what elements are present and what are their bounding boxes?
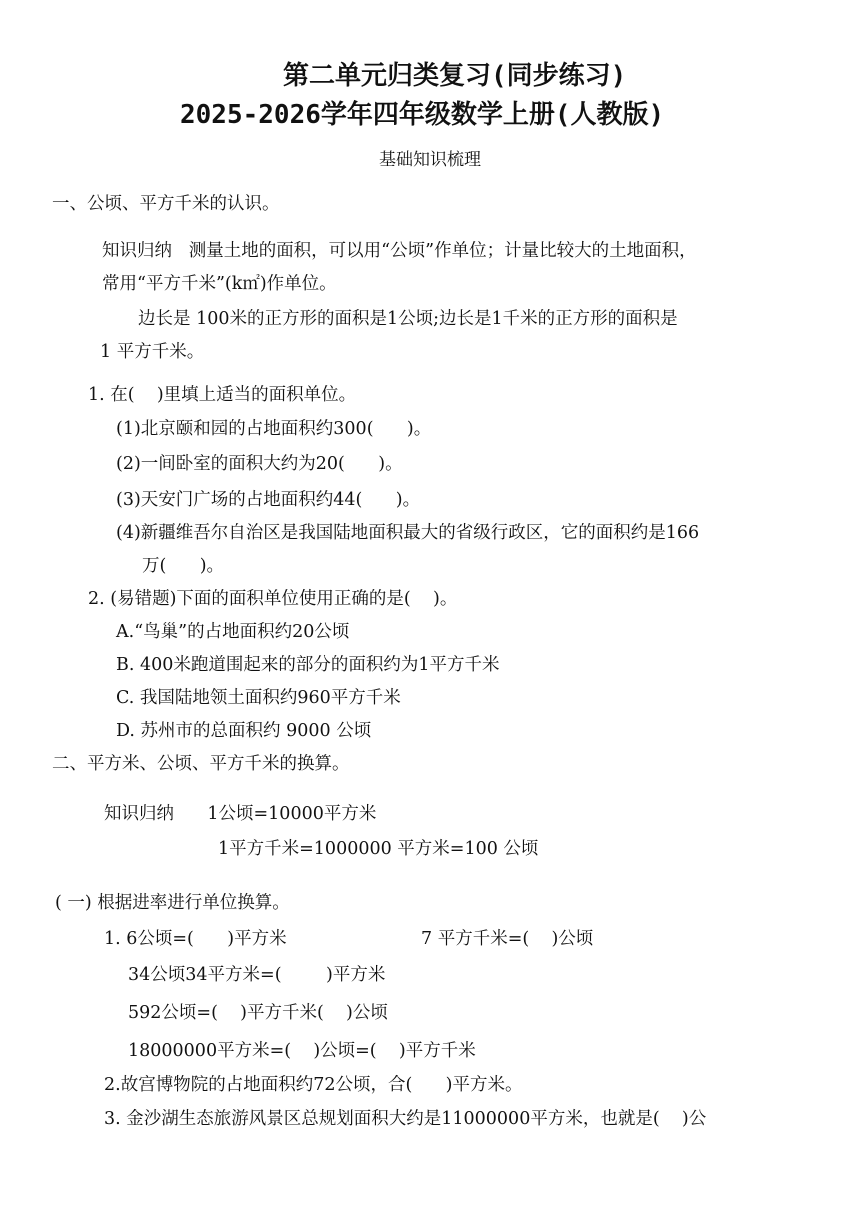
page-subtitle: 基础知识梳理 (379, 150, 481, 170)
question1-item-3: (3)天安门广场的占地面积约44( )。 (116, 490, 421, 510)
question1-item-1: (1)北京颐和园的占地面积约300( )。 (116, 419, 432, 439)
section1-knowledge-line2: 常用“平方千米”(k㎡)作单位。 (102, 274, 337, 294)
question2-option-d: D. 苏州市的总面积约 9000 公顷 (116, 721, 372, 741)
question2-option-a: A.“鸟巢”的占地面积约20公顷 (116, 622, 350, 642)
part1-heading: ( 一) 根据进率进行单位换算。 (55, 893, 290, 913)
section2-heading: 二、平方米、公顷、平方千米的换算。 (52, 754, 350, 774)
page-title-line1: 第二单元归类复习(同步练习) (283, 61, 627, 91)
conversion-q1-line2: 34公顷34平方米=( )平方米 (128, 965, 386, 985)
question1-item-4-cont: 万( )。 (142, 556, 225, 576)
section1-heading: 一、公顷、平方千米的认识。 (52, 194, 280, 214)
question1-item-2: (2)一间卧室的面积大约为20( )。 (116, 454, 403, 474)
conversion-q1-line1b: 7 平方千米=( )公顷 (421, 929, 594, 949)
conversion-q2: 2.故宫博物院的占地面积约72公顷，合( )平方米。 (104, 1075, 523, 1095)
question2-option-c: C. 我国陆地领土面积约960平方千米 (116, 688, 401, 708)
page-title-line2: 2025-2026学年四年级数学上册(人教版) (180, 100, 665, 130)
conversion-q1-line3: 592公顷=( )平方千米( )公顷 (128, 1003, 388, 1023)
conversion-q1-line4: 18000000平方米=( )公顷=( )平方千米 (128, 1041, 476, 1061)
section2-knowledge-line2: 1平方千米=1000000 平方米=100 公顷 (218, 839, 539, 859)
conversion-q1-line1a: 1. 6公顷=( )平方米 (104, 929, 287, 949)
section2-knowledge-line1: 知识归纳 1公顷=10000平方米 (104, 804, 377, 824)
section1-knowledge-line1: 知识归纳 测量土地的面积，可以用“公顷”作单位；计量比较大的土地面积， (102, 241, 697, 261)
question2-option-b: B. 400米跑道围起来的部分的面积约为1平方千米 (116, 655, 500, 675)
question2-stem: 2. (易错题)下面的面积单位使用正确的是( )。 (88, 589, 458, 609)
conversion-q3: 3. 金沙湖生态旅游风景区总规划面积大约是11000000平方米，也就是( )公 (104, 1109, 707, 1129)
question1-stem: 1. 在( )里填上适当的面积单位。 (88, 385, 357, 405)
section1-knowledge-line4: 1 平方千米。 (100, 342, 205, 362)
section1-knowledge-line3: 边长是 100米的正方形的面积是1公顷;边长是1千米的正方形的面积是 (138, 309, 678, 329)
question1-item-4: (4)新疆维吾尔自治区是我国陆地面积最大的省级行政区，它的面积约是166 (116, 523, 700, 543)
